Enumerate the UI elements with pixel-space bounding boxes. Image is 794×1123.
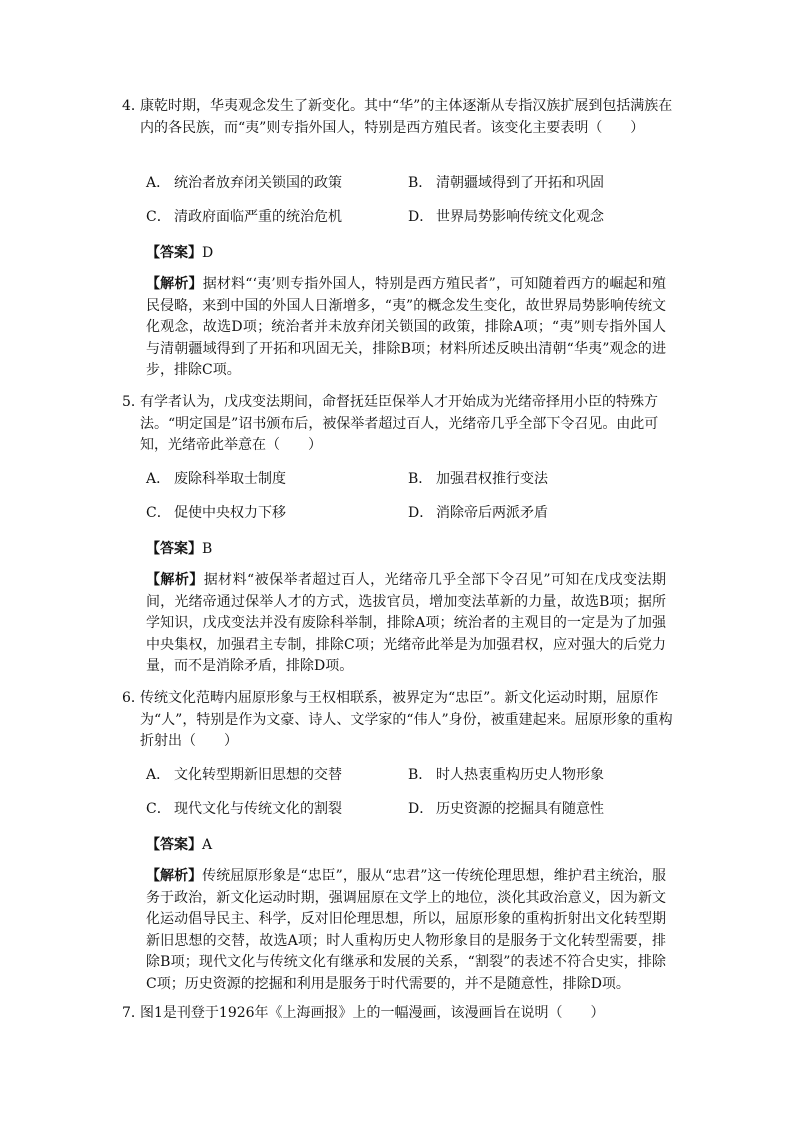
option-b[interactable]: B． 时人热衷重构历史人物形象 (408, 767, 604, 783)
question-4 (122, 96, 682, 139)
question-6 (122, 688, 682, 753)
option-d[interactable]: D． 世界局势影响传统文化观念 (408, 209, 604, 225)
option-a[interactable]: A． 废除科举取士制度 (146, 471, 286, 487)
option-b[interactable]: B． 加强君权推行变法 (408, 471, 548, 487)
analysis-block (146, 274, 666, 382)
answer-tag: 【答案】 (146, 541, 202, 557)
options-row (146, 798, 666, 820)
analysis-text: 据材料“被保举者超过百人，光绪帝几乎全部下令召见”可知在戊戌变法期间，光绪帝通过保举人才的方式，选拔官员，增加变法革新的力量，故选B项；据所学知识，戊戌变法并没有废除科举制，排除A项；统治者的主观目的一定是为了加强中央集权，加强君主专制，排除C项；光绪帝此举是为加强君权，应对强大的后党力量，而不是消除矛盾，排除D项。 (146, 572, 666, 674)
analysis-block (146, 866, 666, 995)
question-stem: 传统文化范畴内屈原形象与王权相联系，被界定为“忠臣”。新文化运动时期，屈原作为“人”，特别是作为文豪、诗人、文学家的“伟人”身份，被重建起来。屈原形象的重构折射出（ ） (140, 690, 673, 749)
options-row (146, 764, 666, 786)
question-stem: 图1是刊登于1926年《上海画报》上的一幅漫画，该漫画旨在说明（ ） (140, 1005, 605, 1021)
answer-line (146, 834, 212, 854)
question-7 (122, 1003, 682, 1025)
question-stem: 有学者认为，戊戌变法期间，命督抚廷臣保举人才开始成为光绪帝择用小臣的特殊方法。“明定国是”诏书颁布后，被保举者超过百人，光绪帝几乎全部下令召见。由此可知，光绪帝此举意在（ ） (140, 394, 659, 453)
question-number: 4． (122, 98, 145, 114)
options-row (146, 206, 666, 228)
analysis-tag: 【解析】 (146, 572, 204, 588)
analysis-tag: 【解析】 (146, 868, 203, 884)
answer-line (146, 538, 212, 558)
answer-value: B (202, 541, 213, 557)
option-c[interactable]: C． 清政府面临严重的统治危机 (146, 209, 342, 225)
question-number: 5． (122, 394, 145, 410)
answer-line (146, 242, 213, 262)
options-row (146, 172, 666, 194)
analysis-text: 传统屈原形象是“忠臣”，服从“忠君”这一传统伦理思想，维护君主统治，服务于政治，新文化运动时期，强调屈原在文学上的地位，淡化其政治意义，因为新文化运动倡导民主、科学，反对旧伦理思想，所以，屈原形象的重构折射出文化转型期新旧思想的交替，故选A项；时人重构历史人物形象目的是服务于文化转型需要，排除B项；现代文化与传统文化有继承和发展的关系，“割裂”的表述不符合史实，排除C项；历史资源的挖掘和利用是服务于时代需要的，并不是随意性，排除D项。 (146, 868, 666, 992)
option-a[interactable]: A． 统治者放弃闭关锁国的政策 (146, 175, 342, 191)
question-number: 6． (122, 690, 145, 706)
option-c[interactable]: C． 现代文化与传统文化的割裂 (146, 801, 342, 817)
analysis-text: 据材料“‘夷’则专指外国人，特别是西方殖民者”，可知随着西方的崛起和殖民侵略，来到中国的外国人日渐增多，“夷”的概念发生变化，故世界局势影响传统文化观念，故选D项；统治者并未放弃闭关锁国的政策，排除A项；“夷”则专指外国人与清朝疆域得到了开拓和巩固无关，排除B项；材料所述反映出清朝“华夷”观念的进步，排除C项。 (146, 276, 666, 378)
question-5 (122, 392, 682, 457)
answer-tag: 【答案】 (146, 245, 202, 261)
analysis-block (146, 570, 666, 678)
options-row (146, 502, 666, 524)
analysis-tag: 【解析】 (146, 276, 203, 292)
question-number: 7． (122, 1005, 145, 1021)
option-d[interactable]: D． 消除帝后两派矛盾 (408, 505, 548, 521)
option-c[interactable]: C． 促使中央权力下移 (146, 505, 286, 521)
answer-value: D (202, 245, 214, 261)
question-stem: 康乾时期，华夷观念发生了新变化。其中“华”的主体逐渐从专指汉族扩展到包括满族在内的各民族，而“夷”则专指外国人，特别是西方殖民者。该变化主要表明（ ） (140, 98, 673, 136)
options-row (146, 468, 666, 490)
option-a[interactable]: A． 文化转型期新旧思想的交替 (146, 767, 342, 783)
option-b[interactable]: B． 清朝疆域得到了开拓和巩固 (408, 175, 604, 191)
answer-tag: 【答案】 (146, 837, 202, 853)
answer-value: A (202, 837, 213, 853)
option-d[interactable]: D． 历史资源的挖掘具有随意性 (408, 801, 604, 817)
